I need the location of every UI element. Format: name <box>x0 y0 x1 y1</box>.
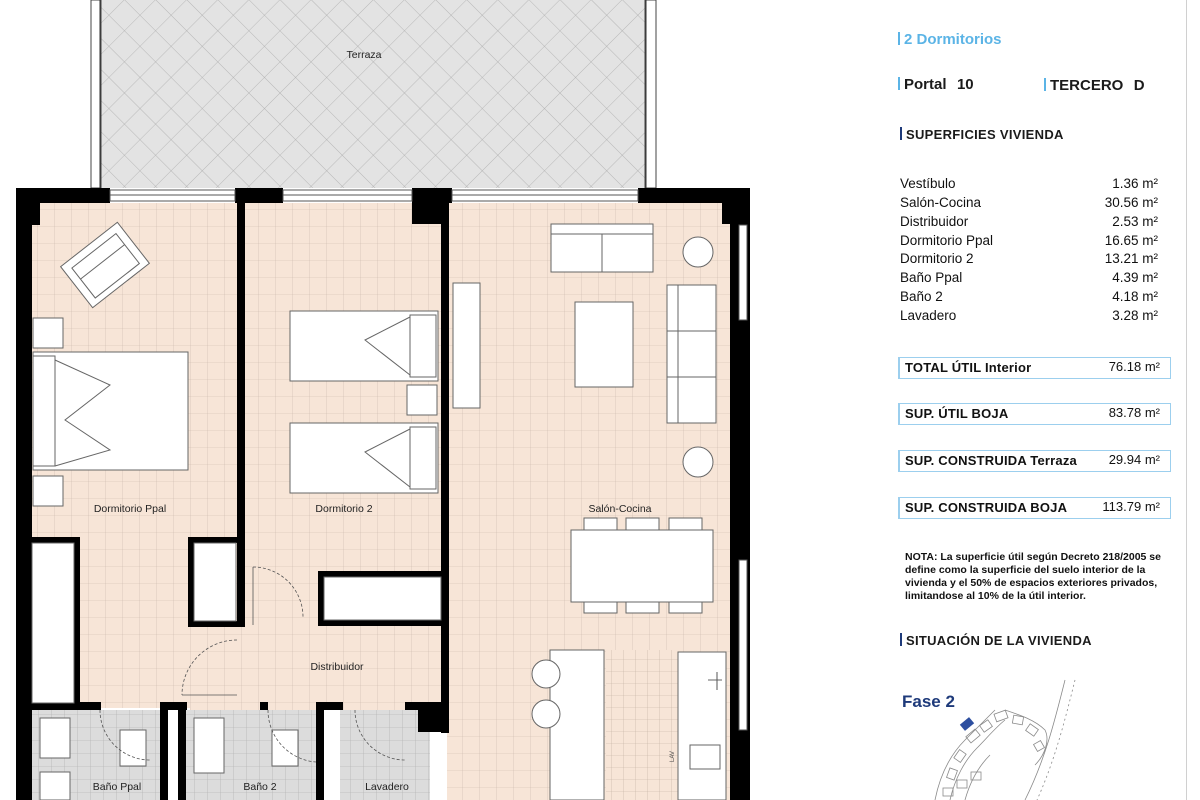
areas-title-label: SUPERFICIES VIVIENDA <box>906 127 1064 142</box>
single-bed-icon <box>290 423 438 493</box>
nightstand-icon <box>407 385 437 415</box>
area-name: Salón-Cocina <box>900 195 982 210</box>
apartment-type-label: 2 Dormitorios <box>904 31 1002 48</box>
portal-label: Portal <box>904 76 947 93</box>
area-name: Dormitorio 2 <box>900 251 974 266</box>
room-label-lavadero: Lavadero <box>365 781 409 793</box>
double-bed-icon <box>33 352 188 470</box>
area-row <box>900 195 1158 210</box>
total-box <box>898 357 1171 379</box>
accent-bar <box>900 127 902 140</box>
area-value: 1.36 m² <box>1112 176 1158 191</box>
area-row <box>900 308 1158 323</box>
wardrobe-icon <box>32 543 74 703</box>
door-letter: D <box>1133 77 1145 94</box>
total-label: SUP. CONSTRUIDA BOJA <box>905 500 1068 515</box>
room-label-terraza: Terraza <box>346 49 382 61</box>
wardrobe-icon <box>324 577 441 620</box>
side-table-icon <box>683 447 713 477</box>
total-label: SUP. ÚTIL BOJA <box>905 406 1009 421</box>
dining-table-icon <box>571 518 713 613</box>
area-value: 3.28 m² <box>1112 308 1158 323</box>
legal-note: NOTA: La superficie útil según Decreto 218/2005 se define como la superficie del suelo interior de la vivienda y el 50% de espacios exteriores privados, limitandose al 10% de la útil interior. <box>905 551 1161 602</box>
portal-number: 10 <box>956 76 974 93</box>
accent-bar <box>900 633 902 646</box>
area-value: 2.53 m² <box>1112 214 1158 229</box>
area-row <box>900 270 1158 285</box>
side-table-icon <box>683 237 713 267</box>
accent-bar <box>898 77 900 90</box>
area-row <box>900 289 1158 304</box>
floor-tag <box>1044 77 1145 95</box>
room-floors <box>32 203 730 800</box>
total-box <box>898 450 1171 472</box>
total-value: 83.78 m² <box>1108 405 1160 420</box>
area-value: 4.39 m² <box>1112 270 1158 285</box>
area-name: Baño 2 <box>900 289 943 304</box>
portal-tag <box>898 76 974 94</box>
location-title-label: SITUACIÓN DE LA VIVIENDA <box>906 633 1092 648</box>
wardrobe-icon <box>194 543 236 621</box>
area-name: Vestíbulo <box>900 176 956 191</box>
area-name: Distribuidor <box>900 214 969 229</box>
area-row <box>900 233 1158 248</box>
unit-location-marker <box>960 717 974 731</box>
area-row <box>900 214 1158 229</box>
appliance-label-lav: LAV <box>670 751 676 762</box>
area-row <box>900 251 1158 266</box>
location-title <box>900 632 1092 650</box>
sofa-icon <box>667 285 716 423</box>
area-value: 16.65 m² <box>1104 233 1158 248</box>
total-box <box>898 403 1171 425</box>
phase-label: Fase 2 <box>902 692 955 711</box>
room-label-dormitorio-2: Dormitorio 2 <box>315 503 373 515</box>
room-label-distribuidor: Distribuidor <box>310 661 364 673</box>
area-value: 13.21 m² <box>1104 251 1158 266</box>
room-label-dormitorio-ppal: Dormitorio Ppal <box>93 503 167 515</box>
areas-title <box>900 126 1064 144</box>
info-panel <box>895 0 1195 800</box>
room-label-bano-2: Baño 2 <box>243 781 277 793</box>
sofa-icon <box>551 224 653 272</box>
nightstand-icon <box>33 318 63 348</box>
area-value: 30.56 m² <box>1104 195 1158 210</box>
total-label: SUP. CONSTRUIDA Terraza <box>905 453 1077 468</box>
single-bed-icon <box>290 311 438 381</box>
coffee-table-icon <box>575 302 633 387</box>
total-label: TOTAL ÚTIL Interior <box>905 360 1032 375</box>
tv-unit-icon <box>453 283 480 408</box>
terrace <box>91 0 656 188</box>
room-label-salon-cocina: Salón-Cocina <box>588 503 652 515</box>
area-name: Baño Ppal <box>900 270 963 285</box>
accent-bar <box>898 32 900 45</box>
site-map-icon <box>895 660 1195 800</box>
area-row <box>900 176 1158 191</box>
accent-bar <box>1044 78 1046 91</box>
total-value: 29.94 m² <box>1108 452 1160 467</box>
floor-label: TERCERO <box>1050 77 1124 94</box>
total-box <box>898 497 1171 519</box>
apartment-type <box>898 31 1002 49</box>
total-value: 113.79 m² <box>1102 499 1160 514</box>
room-label-bano-ppal: Baño Ppal <box>92 781 142 793</box>
area-name: Dormitorio Ppal <box>900 233 994 248</box>
area-name: Lavadero <box>900 308 957 323</box>
nightstand-icon <box>33 476 63 506</box>
area-value: 4.18 m² <box>1112 289 1158 304</box>
total-value: 76.18 m² <box>1108 359 1160 374</box>
